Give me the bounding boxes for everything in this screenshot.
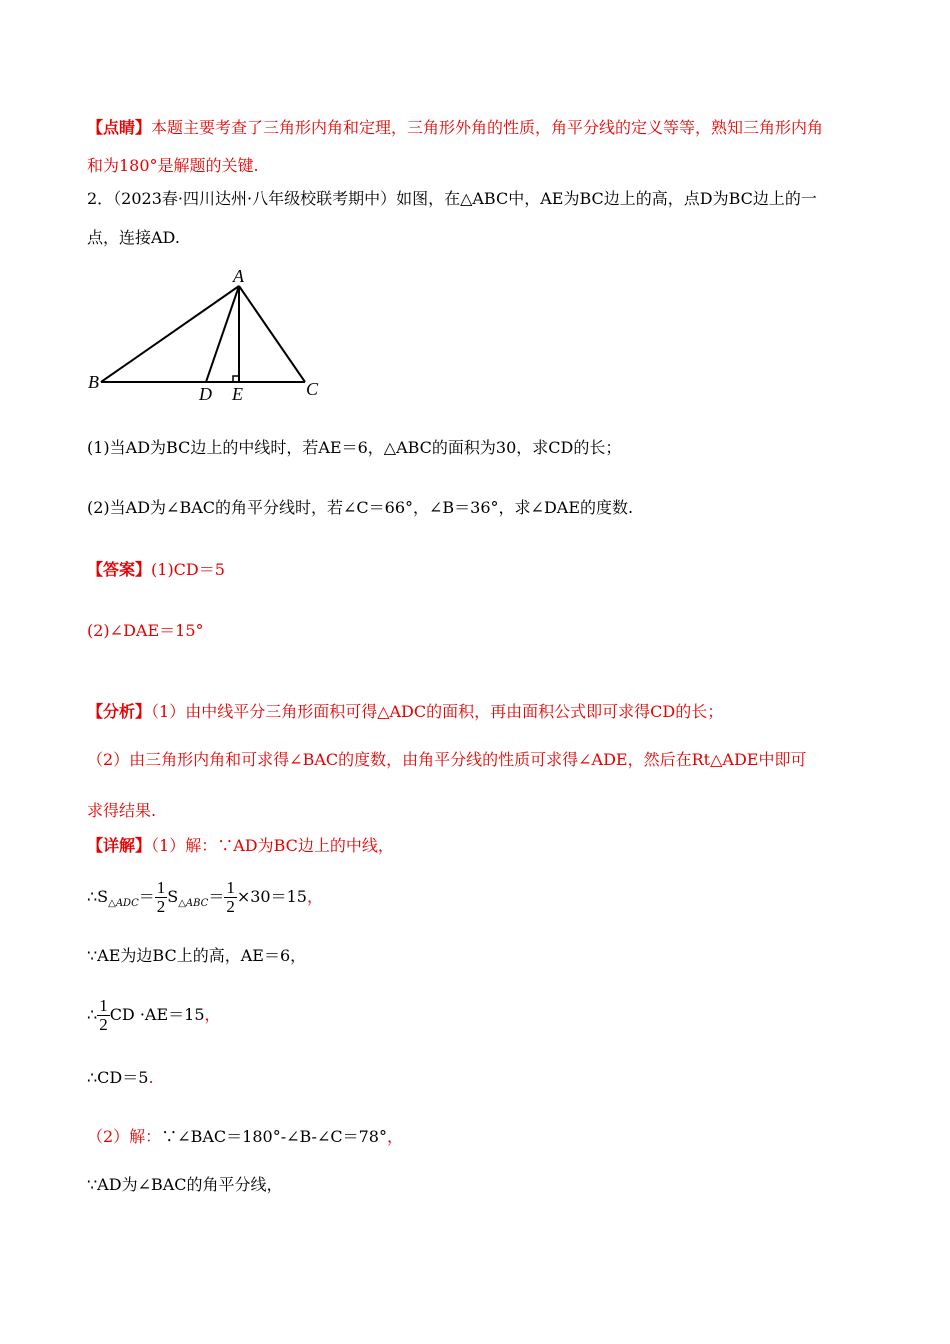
answer-1: (1)CD＝5 xyxy=(151,560,225,579)
label-d: D xyxy=(199,384,212,404)
step3-result: CD ·AE＝15 xyxy=(109,1005,205,1024)
segment-ac xyxy=(239,286,305,382)
hint-text-1: 本题主要考查了三角形内角和定理，三角形外角的性质，角平分线的定义等等，熟知三角形内角 xyxy=(151,118,824,137)
step1-frac-den-2: 2 xyxy=(226,897,235,916)
detail-line-1 xyxy=(87,835,394,857)
analysis-line-2: （2）由三角形内角和可求得∠BAC的度数，由角平分线的性质可求得∠ADE，然后在Rt△ADE中即可 xyxy=(87,750,807,769)
detail-step-3 xyxy=(87,995,221,1035)
step1-therefore: ∴S xyxy=(87,887,109,906)
hint-label: 【点睛】 xyxy=(87,118,152,137)
step1-frac-num-2: 1 xyxy=(226,878,235,897)
detail-part-2 xyxy=(87,1126,403,1148)
step1-equals-1: ＝ xyxy=(138,887,155,906)
step3-comma: ， xyxy=(204,1005,221,1024)
analysis-line-3: 求得结果. xyxy=(87,801,157,820)
label-b: B xyxy=(88,372,99,392)
detail-step-4 xyxy=(87,1067,154,1089)
question-line-1: 2．（2023春·四川达州·八年级校联考期中）如图，在△ABC中，AE为BC边上的高，点D为BC边上的一 xyxy=(87,189,817,208)
step1-half-fraction-2 xyxy=(224,879,237,916)
step1-half-fraction xyxy=(155,879,168,916)
analysis-line-1 xyxy=(87,701,723,723)
analysis-label: 【分析】 xyxy=(87,702,152,721)
part-1: (1)当AD为BC边上的中线时，若AE＝6，△ABC的面积为30，求CD的长； xyxy=(87,438,622,457)
segment-ad xyxy=(206,286,239,382)
part2-lead: （2）解： xyxy=(87,1127,162,1146)
answer-2: (2)∠DAE＝15° xyxy=(87,621,204,640)
analysis-text-1: （1）由中线平分三角形面积可得△ADC的面积，再由面积公式即可求得CD的长； xyxy=(151,702,724,721)
step1-equals-2: ＝ xyxy=(208,887,225,906)
step1-comma: ， xyxy=(306,887,323,906)
part2-equation: ∵∠BAC＝180°-∠B-∠C＝78° xyxy=(161,1127,387,1146)
step3-therefore: ∴ xyxy=(87,1005,98,1024)
step1-result: ×30＝15 xyxy=(236,887,307,906)
detail-step-5: ∵AD为∠BAC的角平分线， xyxy=(87,1175,283,1194)
hint-line-1 xyxy=(87,117,823,139)
step1-frac-den: 2 xyxy=(156,897,166,916)
question-line-2: 点，连接AD. xyxy=(87,228,180,247)
answer-label: 【答案】 xyxy=(87,560,152,579)
step4-text: ∴CD＝5 xyxy=(87,1068,149,1087)
step1-sub-abc: △ABC xyxy=(178,898,209,909)
hint-line-2: 和为180°是解题的关键. xyxy=(87,156,259,175)
part-2: (2)当AD为∠BAC的角平分线时，若∠C＝66°，∠B＝36°，求∠DAE的度数. xyxy=(87,498,634,517)
step1-frac-num: 1 xyxy=(156,878,166,897)
step3-frac-den: 2 xyxy=(99,1015,108,1034)
label-e: E xyxy=(232,384,243,404)
step3-half-fraction xyxy=(97,997,110,1034)
detail-step-1 xyxy=(87,877,323,924)
part2-comma: ， xyxy=(386,1127,403,1146)
triangle-figure xyxy=(84,264,334,410)
answer-line-1 xyxy=(87,559,225,581)
label-a: A xyxy=(233,266,244,286)
segment-ab xyxy=(101,286,239,382)
label-c: C xyxy=(306,379,319,399)
detail-step-2: ∵AE为边BC上的高，AE＝6， xyxy=(87,946,307,965)
detail-intro: （1）解：∵AD为BC边上的中线， xyxy=(151,836,394,855)
step1-sub-adc: △ADC xyxy=(108,898,139,909)
detail-label: 【详解】 xyxy=(87,836,152,855)
step1-s: S xyxy=(167,887,179,906)
step4-period: . xyxy=(148,1068,154,1087)
step3-frac-num: 1 xyxy=(99,996,108,1015)
